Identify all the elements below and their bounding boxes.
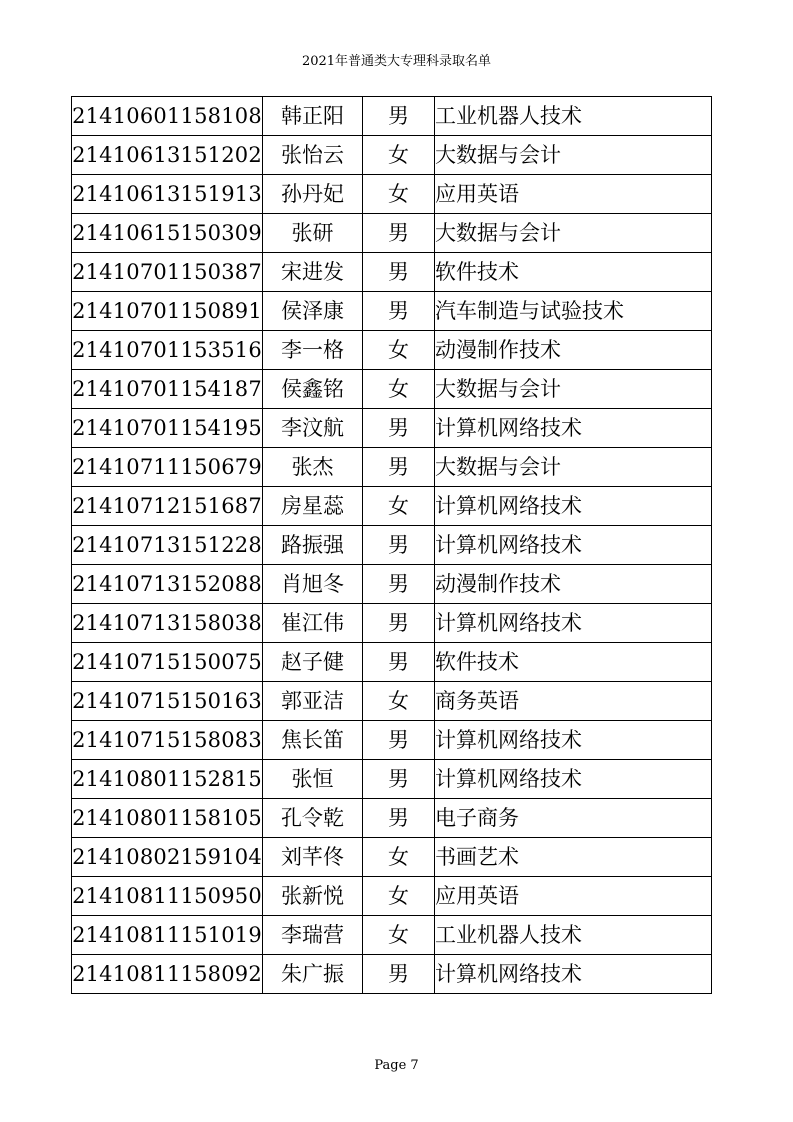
- student-name-cell: 肖旭冬: [263, 565, 363, 604]
- gender-cell: 男: [363, 448, 435, 487]
- major-cell: 应用英语: [435, 877, 712, 916]
- gender-cell: 男: [363, 955, 435, 994]
- candidate-id-cell: 21410713158038: [72, 604, 263, 643]
- page-title: 2021年普通类大专理科录取名单: [301, 54, 492, 69]
- major-cell: 商务英语: [435, 682, 712, 721]
- gender-cell: 女: [363, 370, 435, 409]
- student-name-cell: 李一格: [263, 331, 363, 370]
- gender-cell: 男: [363, 643, 435, 682]
- gender-cell: 男: [363, 526, 435, 565]
- table-row: [72, 721, 712, 760]
- gender-cell: 男: [363, 799, 435, 838]
- major-cell: 电子商务: [435, 799, 712, 838]
- student-name-cell: 房星蕊: [263, 487, 363, 526]
- major-cell: 书画艺术: [435, 838, 712, 877]
- major-cell: 计算机网络技术: [435, 487, 712, 526]
- student-name-cell: 侯鑫铭: [263, 370, 363, 409]
- major-cell: 软件技术: [435, 643, 712, 682]
- student-name-cell: 张杰: [263, 448, 363, 487]
- candidate-id-cell: 21410701150891: [72, 292, 263, 331]
- candidate-id-cell: 21410613151913: [72, 175, 263, 214]
- major-cell: 计算机网络技术: [435, 721, 712, 760]
- candidate-id-cell: 21410802159104: [72, 838, 263, 877]
- table-row: [72, 97, 712, 136]
- major-cell: 动漫制作技术: [435, 331, 712, 370]
- major-cell: 软件技术: [435, 253, 712, 292]
- gender-cell: 男: [363, 409, 435, 448]
- major-cell: 大数据与会计: [435, 448, 712, 487]
- table-row: [72, 838, 712, 877]
- table-row: [72, 760, 712, 799]
- candidate-id-cell: 21410713152088: [72, 565, 263, 604]
- gender-cell: 女: [363, 331, 435, 370]
- gender-cell: 男: [363, 97, 435, 136]
- student-name-cell: 孙丹妃: [263, 175, 363, 214]
- student-name-cell: 韩正阳: [263, 97, 363, 136]
- major-cell: 大数据与会计: [435, 214, 712, 253]
- student-name-cell: 路振强: [263, 526, 363, 565]
- student-name-cell: 李汶航: [263, 409, 363, 448]
- candidate-id-cell: 21410811158092: [72, 955, 263, 994]
- student-name-cell: 宋进发: [263, 253, 363, 292]
- student-name-cell: 焦长笛: [263, 721, 363, 760]
- gender-cell: 男: [363, 721, 435, 760]
- student-name-cell: 张恒: [263, 760, 363, 799]
- candidate-id-cell: 21410701153516: [72, 331, 263, 370]
- gender-cell: 女: [363, 136, 435, 175]
- gender-cell: 男: [363, 760, 435, 799]
- candidate-id-cell: 21410615150309: [72, 214, 263, 253]
- candidate-id-cell: 21410713151228: [72, 526, 263, 565]
- candidate-id-cell: 21410701154187: [72, 370, 263, 409]
- table-row: [72, 877, 712, 916]
- student-name-cell: 侯泽康: [263, 292, 363, 331]
- admission-table-body: [72, 97, 712, 994]
- major-cell: 计算机网络技术: [435, 409, 712, 448]
- major-cell: 汽车制造与试验技术: [435, 292, 712, 331]
- candidate-id-cell: 21410715150075: [72, 643, 263, 682]
- table-row: [72, 136, 712, 175]
- candidate-id-cell: 21410712151687: [72, 487, 263, 526]
- table-row: [72, 487, 712, 526]
- table-row: [72, 682, 712, 721]
- major-cell: 大数据与会计: [435, 370, 712, 409]
- student-name-cell: 李瑞营: [263, 916, 363, 955]
- gender-cell: 男: [363, 253, 435, 292]
- gender-cell: 女: [363, 487, 435, 526]
- student-name-cell: 赵子健: [263, 643, 363, 682]
- student-name-cell: 张怡云: [263, 136, 363, 175]
- table-row: [72, 370, 712, 409]
- candidate-id-cell: 21410613151202: [72, 136, 263, 175]
- page-number: Page 7: [374, 1058, 419, 1073]
- table-row: [72, 214, 712, 253]
- student-name-cell: 孔令乾: [263, 799, 363, 838]
- candidate-id-cell: 21410801158105: [72, 799, 263, 838]
- candidate-id-cell: 21410701150387: [72, 253, 263, 292]
- student-name-cell: 张研: [263, 214, 363, 253]
- admission-table: [71, 96, 712, 994]
- gender-cell: 女: [363, 877, 435, 916]
- gender-cell: 男: [363, 565, 435, 604]
- student-name-cell: 张新悦: [263, 877, 363, 916]
- student-name-cell: 郭亚洁: [263, 682, 363, 721]
- table-row: [72, 253, 712, 292]
- candidate-id-cell: 21410801152815: [72, 760, 263, 799]
- candidate-id-cell: 21410601158108: [72, 97, 263, 136]
- table-row: [72, 799, 712, 838]
- table-row: [72, 292, 712, 331]
- table-row: [72, 331, 712, 370]
- major-cell: 大数据与会计: [435, 136, 712, 175]
- candidate-id-cell: 21410811150950: [72, 877, 263, 916]
- gender-cell: 女: [363, 175, 435, 214]
- table-row: [72, 448, 712, 487]
- table-row: [72, 565, 712, 604]
- major-cell: 工业机器人技术: [435, 916, 712, 955]
- gender-cell: 女: [363, 916, 435, 955]
- table-row: [72, 409, 712, 448]
- table-row: [72, 955, 712, 994]
- major-cell: 计算机网络技术: [435, 955, 712, 994]
- gender-cell: 男: [363, 292, 435, 331]
- gender-cell: 男: [363, 214, 435, 253]
- major-cell: 动漫制作技术: [435, 565, 712, 604]
- table-row: [72, 604, 712, 643]
- candidate-id-cell: 21410715158083: [72, 721, 263, 760]
- candidate-id-cell: 21410715150163: [72, 682, 263, 721]
- candidate-id-cell: 21410701154195: [72, 409, 263, 448]
- table-row: [72, 916, 712, 955]
- student-name-cell: 朱广振: [263, 955, 363, 994]
- major-cell: 计算机网络技术: [435, 760, 712, 799]
- candidate-id-cell: 21410811151019: [72, 916, 263, 955]
- candidate-id-cell: 21410711150679: [72, 448, 263, 487]
- table-row: [72, 643, 712, 682]
- major-cell: 计算机网络技术: [435, 526, 712, 565]
- table-row: [72, 175, 712, 214]
- major-cell: 应用英语: [435, 175, 712, 214]
- table-row: [72, 526, 712, 565]
- gender-cell: 女: [363, 838, 435, 877]
- gender-cell: 女: [363, 682, 435, 721]
- gender-cell: 男: [363, 604, 435, 643]
- major-cell: 工业机器人技术: [435, 97, 712, 136]
- student-name-cell: 崔江伟: [263, 604, 363, 643]
- major-cell: 计算机网络技术: [435, 604, 712, 643]
- student-name-cell: 刘芊佟: [263, 838, 363, 877]
